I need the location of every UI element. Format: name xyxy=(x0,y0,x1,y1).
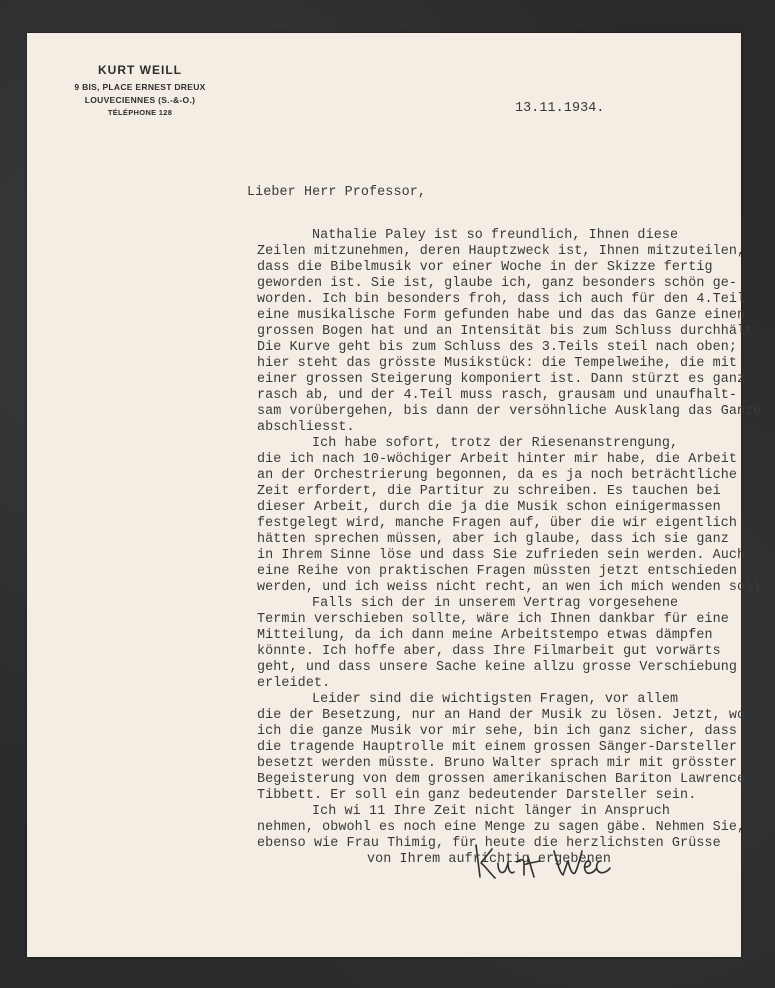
letter-line: grossen Bogen hat und an Intensität bis zum Schluss durchhält. xyxy=(257,324,762,339)
letter-line: erleidet. xyxy=(257,676,331,691)
letter-line: Leider sind die wichtigsten Fragen, vor allem xyxy=(312,692,679,707)
letter-line: worden. Ich bin besonders froh, dass ich auch für den 4.Teil xyxy=(257,292,746,307)
letter-line: besetzt werden müsste. Bruno Walter sprach mir mit grösster xyxy=(257,756,738,771)
letter-line: hätten sprechen müssen, aber ich glaube, dass ich sie ganz xyxy=(257,532,729,547)
letter-line: Termin verschieben sollte, wäre ich Ihnen dankbar für eine xyxy=(257,612,729,627)
letterhead-town: LOUVECIENNES (S.-&-O.) xyxy=(84,94,196,105)
letter-line: Nathalie Paley ist so freundlich, Ihnen diese xyxy=(312,228,679,243)
letter-line: Zeit erfordert, die Partitur zu schreiben. Es tauchen bei xyxy=(257,484,721,499)
letter-line: die der Besetzung, nur an Hand der Musik zu lösen. Jetzt, wo xyxy=(257,708,746,723)
letter-line: Falls sich der in unserem Vertrag vorgesehene xyxy=(312,596,679,611)
letter-line: die ich nach 10-wöchiger Arbeit hinter mir habe, die Arbeit xyxy=(257,452,738,467)
letter-line: eine Reihe von praktischen Fragen müssten jetzt entschieden xyxy=(257,564,738,579)
letter-line: festgelegt wird, manche Fragen auf, über die wir eigentlich xyxy=(257,516,738,531)
letter-line: an der Orchestrierung begonnen, da es ja noch beträchtliche xyxy=(257,468,738,483)
letter-line: Begeisterung von dem grossen amerikanischen Bariton Lawrence xyxy=(257,772,746,787)
letter-date: 13.11.1934. xyxy=(515,101,605,116)
letter-line: ebenso wie Frau Thimig, für heute die herzlichsten Grüsse xyxy=(257,836,721,851)
letter-line: Tibbett. Er soll ein ganz bedeutender Darsteller sein. xyxy=(257,788,697,803)
letter-body xyxy=(257,228,762,868)
letter-line: geht, und dass unsere Sache keine allzu grosse Verschiebung xyxy=(257,660,738,675)
letterhead-phone: TÉLÉPHONE 128 xyxy=(107,108,173,118)
letter-line: nehmen, obwohl es noch eine Menge zu sagen gäbe. Nehmen Sie, xyxy=(257,820,746,835)
letter-line: von Ihrem aufrichtig ergebenen xyxy=(367,852,612,867)
letterhead-name: KURT WEILL xyxy=(98,63,182,77)
letter-line: rasch ab, und der 4.Teil muss rasch, grausam und unaufhalt- xyxy=(257,388,738,403)
letter-line: Ich wi 11 Ihre Zeit nicht länger in Anspruch xyxy=(312,804,670,819)
handwritten-signature xyxy=(468,837,628,887)
letter-line: dass die Bibelmusik vor einer Woche in der Skizze fertig xyxy=(257,260,713,275)
letter-line: Ich habe sofort, trotz der Riesenanstrengung, xyxy=(312,436,679,451)
letter-line: die tragende Hauptrolle mit einem grossen Sänger-Darsteller xyxy=(257,740,738,755)
letterhead-address: 9 BIS, PLACE ERNEST DREUX xyxy=(74,82,206,93)
salutation: Lieber Herr Professor, xyxy=(247,185,426,200)
letter-line: Die Kurve geht bis zum Schluss des 3.Teils steil nach oben; xyxy=(257,340,738,355)
letter-line: einer grossen Steigerung komponiert ist. Dann stürzt es ganz xyxy=(257,372,746,387)
letterhead xyxy=(60,62,220,119)
letter-line: sam vorübergehen, bis dann der versöhnliche Ausklang das Ganze xyxy=(257,404,762,419)
letter-line: geworden ist. Sie ist, glaube ich, ganz besonders schön ge- xyxy=(257,276,738,291)
letter-line: abschliesst. xyxy=(257,420,355,435)
letter-line: hier steht das grösste Musikstück: die Tempelweihe, die mit xyxy=(257,356,738,371)
letter-line: dieser Arbeit, durch die ja die Musik schon einigermassen xyxy=(257,500,721,515)
letter-line: eine musikalische Form gefunden habe und das das Ganze einen xyxy=(257,308,746,323)
letter-line: Mitteilung, da ich dann meine Arbeitstempo etwas dämpfen xyxy=(257,628,713,643)
letter-line: ich die ganze Musik vor mir sehe, bin ich ganz sicher, dass xyxy=(257,724,738,739)
letter-line: werden, und ich weiss nicht recht, an wen ich mich wenden soll xyxy=(257,580,762,595)
letter-line: Zeilen mitzunehmen, deren Hauptzweck ist, Ihnen mitzuteilen, xyxy=(257,244,746,259)
letter-line: könnte. Ich hoffe aber, dass Ihre Filmarbeit gut vorwärts xyxy=(257,644,721,659)
letter-line: in Ihrem Sinne löse und dass Sie zufrieden sein werden. Auch xyxy=(257,548,746,563)
